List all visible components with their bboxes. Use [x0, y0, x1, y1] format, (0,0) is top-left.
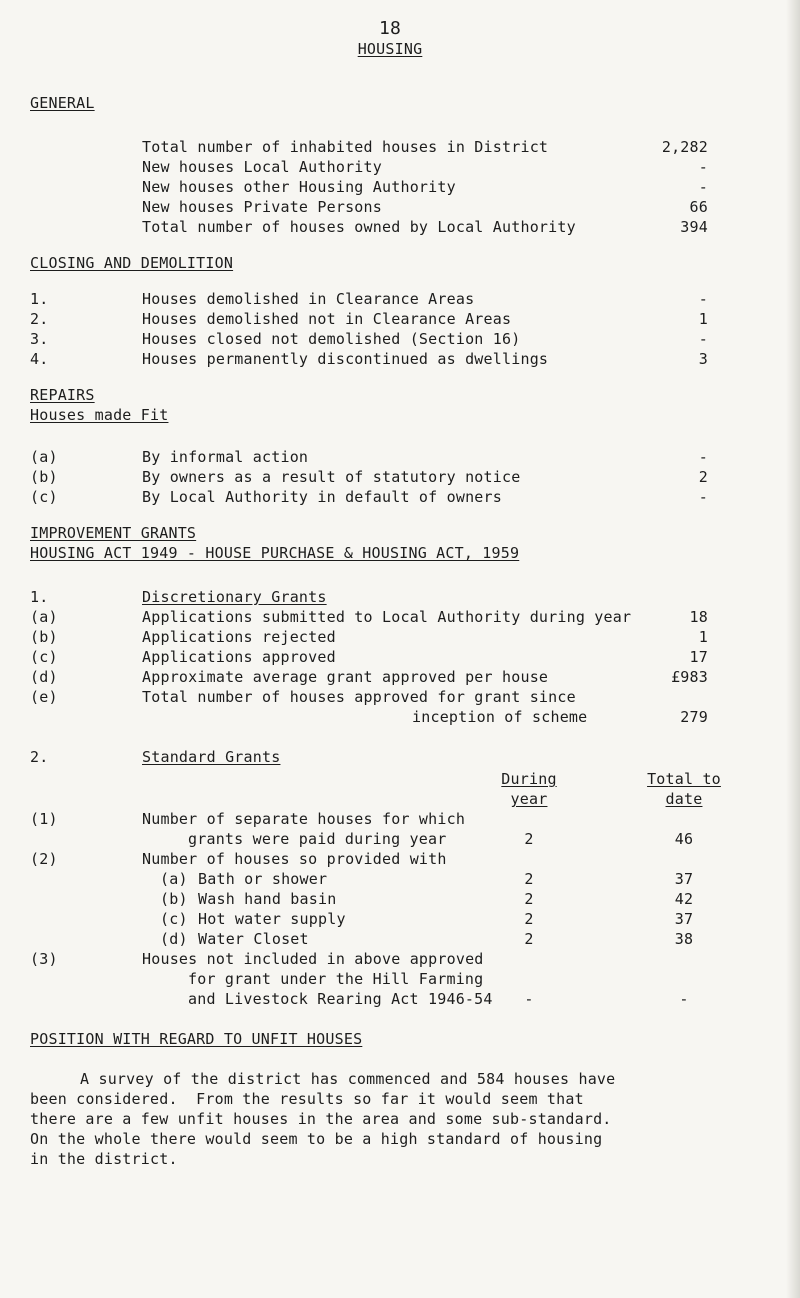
general-row-label: Total number of inhabited houses in District: [142, 138, 549, 156]
col-during-header-2: year: [510, 790, 548, 808]
discretionary-row-value: 279: [680, 708, 708, 726]
closing-row-label: Houses demolished not in Clearance Areas: [142, 310, 512, 328]
repairs-row-value: -: [698, 448, 708, 466]
general-row-value: 2,282: [661, 138, 708, 156]
discretionary-row-label: Total number of houses approved for grant since: [142, 688, 576, 706]
standard-title: Standard Grants: [142, 748, 281, 766]
repairs-row-num: (a): [30, 448, 58, 466]
repairs-subheading: Houses made Fit: [30, 406, 169, 424]
closing-row-num: 1.: [30, 290, 49, 308]
standard-num: 2.: [30, 748, 49, 766]
col-total-header: Total to: [647, 770, 721, 788]
general-row-value: -: [698, 158, 708, 176]
general-row-label: New houses other Housing Authority: [142, 178, 456, 196]
standard-during-value: 2: [524, 910, 534, 928]
closing-row-num: 3.: [30, 330, 49, 348]
closing-row-value: 3: [698, 350, 708, 368]
repairs-row-value: -: [698, 488, 708, 506]
discretionary-row-label: Applications submitted to Local Authority during year: [142, 608, 632, 626]
col-total-header-2: date: [665, 790, 703, 808]
repairs-row-label: By Local Authority in default of owners: [142, 488, 502, 506]
discretionary-row-num: (b): [30, 628, 58, 646]
standard-total-value: 37: [674, 910, 694, 928]
page-edge-shadow: [786, 0, 800, 1298]
discretionary-row-label: Applications approved: [142, 648, 336, 666]
closing-row-value: -: [698, 290, 708, 308]
standard-item-line: Houses not included in above approved: [142, 950, 484, 968]
repairs-row-num: (c): [30, 488, 58, 506]
discretionary-row-value: £983: [671, 668, 708, 686]
standard-sub-label: Hot water supply: [198, 910, 346, 928]
standard-during-value: -: [524, 990, 534, 1008]
standard-total-value: 38: [674, 930, 694, 948]
standard-item-line: for grant under the Hill Farming: [188, 970, 484, 988]
general-row-label: New houses Local Authority: [142, 158, 382, 176]
paragraph-line: there are a few unfit houses in the area and some sub-standard.: [30, 1110, 612, 1128]
standard-sub-num: (d): [160, 930, 188, 948]
general-heading: GENERAL: [30, 94, 95, 112]
paragraph-line: A survey of the district has commenced and 584 houses have: [80, 1070, 616, 1088]
general-row-value: 394: [680, 218, 708, 236]
standard-sub-num: (c): [160, 910, 188, 928]
closing-row-label: Houses closed not demolished (Section 16): [142, 330, 521, 348]
discretionary-row-label: Applications rejected: [142, 628, 336, 646]
closing-row-num: 4.: [30, 350, 49, 368]
closing-row-value: -: [698, 330, 708, 348]
col-during-header: During: [501, 770, 557, 788]
standard-total-value: 42: [674, 890, 694, 908]
general-row-value: 66: [689, 198, 708, 216]
paragraph-line: in the district.: [30, 1150, 178, 1168]
standard-during-value: 2: [524, 890, 534, 908]
closing-row-label: Houses permanently discontinued as dwellings: [142, 350, 549, 368]
discretionary-row-num: (a): [30, 608, 58, 626]
discretionary-row-num: (e): [30, 688, 58, 706]
standard-sub-label: Water Closet: [198, 930, 309, 948]
repairs-row-num: (b): [30, 468, 58, 486]
discretionary-title: Discretionary Grants: [142, 588, 327, 606]
general-row-label: Total number of houses owned by Local Authority: [142, 218, 576, 236]
standard-item-line: Number of houses so provided with: [142, 850, 447, 868]
improvement-heading: IMPROVEMENT GRANTS: [30, 524, 197, 542]
discretionary-row-value: 17: [689, 648, 708, 666]
position-heading: POSITION WITH REGARD TO UNFIT HOUSES: [30, 1030, 363, 1048]
standard-item-num: (2): [30, 850, 58, 868]
discretionary-row-num: (d): [30, 668, 58, 686]
closing-heading: CLOSING AND DEMOLITION: [30, 254, 234, 272]
standard-sub-num: (b): [160, 890, 188, 908]
standard-item-line: grants were paid during year: [188, 830, 447, 848]
standard-sub-label: Bath or shower: [198, 870, 328, 888]
discretionary-num: 1.: [30, 588, 49, 606]
standard-total-value: 37: [674, 870, 694, 888]
improvement-subheading: HOUSING ACT 1949 - HOUSE PURCHASE & HOUSING ACT, 1959: [30, 544, 520, 562]
standard-total-value: -: [679, 990, 689, 1008]
repairs-heading: REPAIRS: [30, 386, 95, 404]
discretionary-row-label: Approximate average grant approved per house: [142, 668, 549, 686]
closing-row-num: 2.: [30, 310, 49, 328]
general-row-value: -: [698, 178, 708, 196]
standard-item-num: (3): [30, 950, 58, 968]
discretionary-row-num: (c): [30, 648, 58, 666]
repairs-row-label: By owners as a result of statutory notice: [142, 468, 521, 486]
standard-during-value: 2: [524, 930, 534, 948]
closing-row-value: 1: [698, 310, 708, 328]
general-row-label: New houses Private Persons: [142, 198, 382, 216]
repairs-row-label: By informal action: [142, 448, 309, 466]
paragraph-line: been considered. From the results so far it would seem that: [30, 1090, 584, 1108]
discretionary-row-label-cont: inception of scheme: [412, 708, 588, 726]
standard-during-value: 2: [524, 830, 534, 848]
standard-during-value: 2: [524, 870, 534, 888]
discretionary-row-value: 18: [689, 608, 708, 626]
discretionary-row-value: 1: [698, 628, 708, 646]
standard-sub-num: (a): [160, 870, 188, 888]
paragraph-line: On the whole there would seem to be a high standard of housing: [30, 1130, 603, 1148]
standard-sub-label: Wash hand basin: [198, 890, 337, 908]
standard-item-line: Number of separate houses for which: [142, 810, 466, 828]
standard-item-num: (1): [30, 810, 58, 828]
page-number: 18: [378, 18, 402, 39]
standard-total-value: 46: [674, 830, 694, 848]
standard-item-line: and Livestock Rearing Act 1946-54: [188, 990, 493, 1008]
page-title: HOUSING: [357, 40, 423, 58]
repairs-row-value: 2: [698, 468, 708, 486]
closing-row-label: Houses demolished in Clearance Areas: [142, 290, 475, 308]
